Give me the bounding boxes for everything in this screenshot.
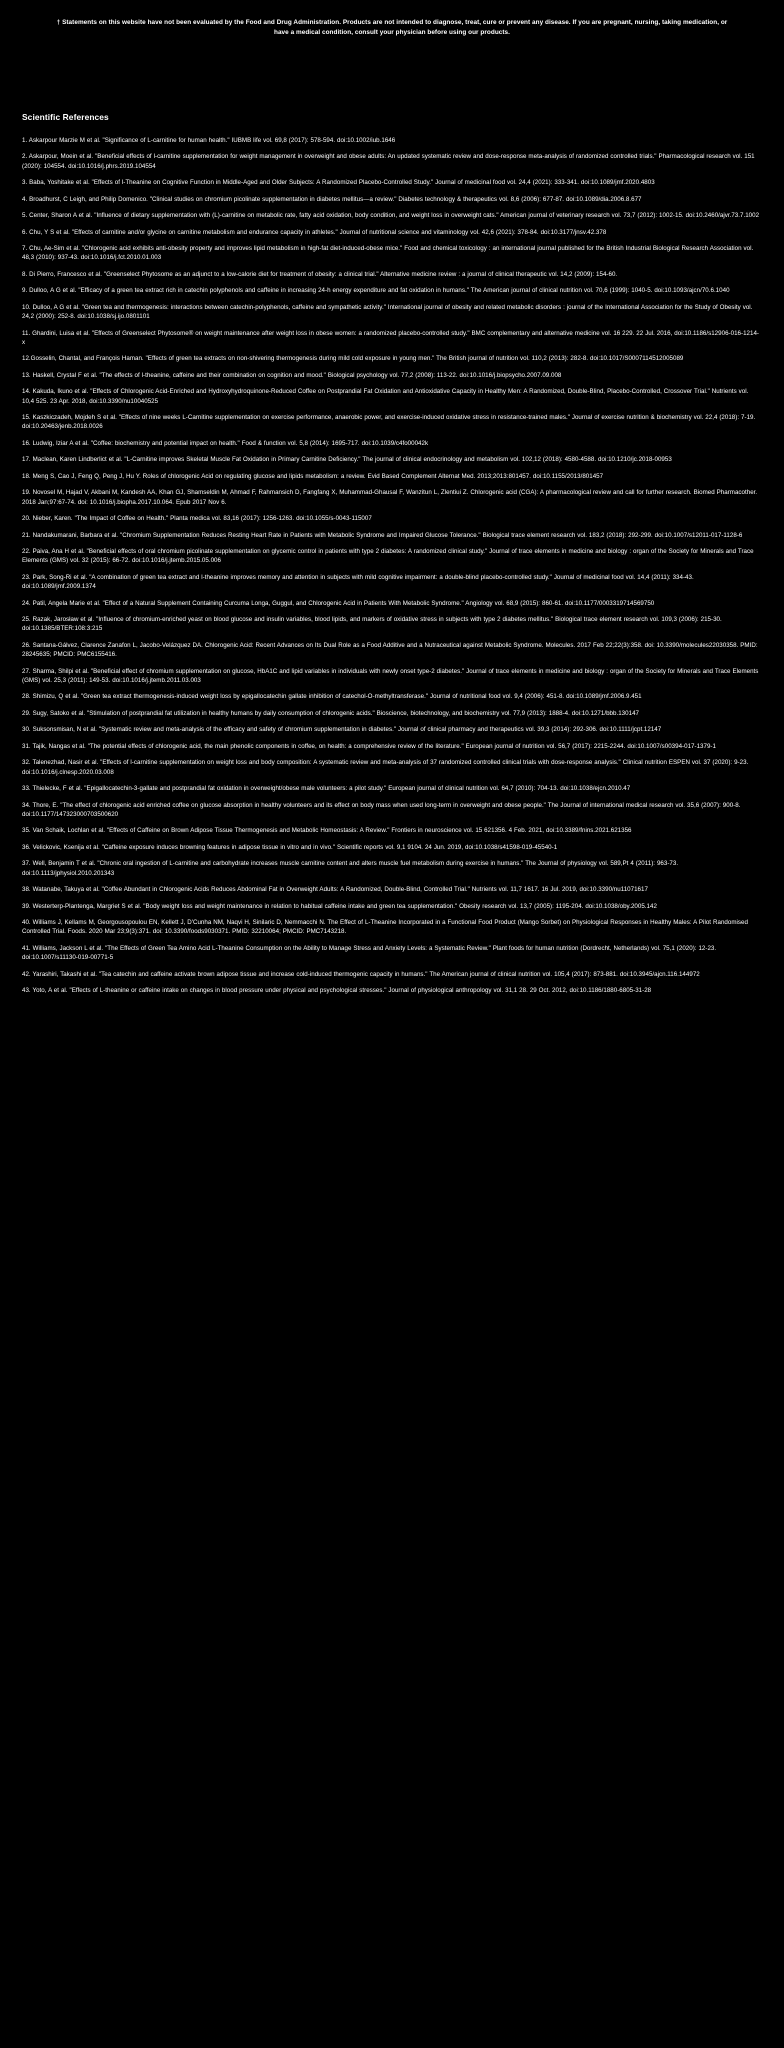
reference-item: 26. Santana-Gálvez, Clarence Zanafon L, Jacobo-Velázquez DA. Chlorogenic Acid: Recent Advances on Its Dual Role as a Food Additive and a Nutraceutical against Metabolic Syndrome. Molecules. 2017 Feb 22;22(3):358. doi: 10.3390/molecules22030358. PMID: 28245635; PMCID: PMC6155416. bbox=[22, 641, 758, 659]
reference-item: 3. Baba, Yoshitake et al. "Effects of l-Theanine on Cognitive Function in Middle-Aged and Older Subjects: A Randomized Placebo-Controlled Study." Journal of medicinal food vol. 24,4 (2021): 333-341. doi:10.1089/jmf.2020.4803 bbox=[22, 179, 655, 187]
spacer bbox=[22, 38, 762, 112]
reference-item: 15. Kaszkiczadeh, Mojdeh S et al. "Effects of nine weeks L-Carnitine supplementation on exercise performance, anaerobic power, and exercise-induced oxidative stress in resistance-trained males." Journal of exercise nutrition & biochemistry vol. 22,4 (2018): 7-19. doi:10.20463/jenb.2018.0026 bbox=[22, 414, 756, 431]
reference-item: 33. Thielecke, F et al. "Epigallocatechin-3-gallate and postprandial fat oxidation in overweight/obese male volunteers: a pilot study." European journal of clinical nutrition vol. 64,7 (2010): 704-13. doi:10.1038/ejcn.2010.47 bbox=[22, 785, 631, 793]
reference-item: 34. Thore, E. "The effect of chlorogenic acid enriched coffee on glucose absorption in healthy volunteers and its effect on body mass when used long-term in overweight and obese people." The Journal of international medical research vol. 35,6 (2007): 900-8. doi:10.1177/147323000703500620 bbox=[22, 801, 741, 818]
reference-item: 2. Askarpour, Moein et al. "Beneficial effects of l-carnitine supplementation for weight management in overweight and obese adults: An updated systematic review and dose-response meta-analysis of randomized controlled trials." Pharmacological research vol. 151 (2020): 104554. doi:10.1016/j.phrs.2019.104554 bbox=[22, 153, 755, 170]
reference-item: 23. Park, Song-Ri et al. "A combination of green tea extract and l-theanine improves memory and attention in subjects with mild cognitive impairment: a double-blind placebo-controlled study." Journal of medicinal food vol. 14,4 (2011): 334-43. doi:10.1089/jmf.2009.1374 bbox=[22, 573, 694, 591]
reference-item: 20. Nieber, Karen. "The Impact of Coffee on Health." Planta medica vol. 83,16 (2017): 1256-1263. doi:10.1055/s-0043-115007 bbox=[22, 515, 372, 523]
reference-item: 10. Dulloo, A G et al. "Green tea and thermogenesis: interactions between catechin-polyphenols, caffeine and sympathetic activity." International journal of obesity and related metabolic disorders : journal of the International Association for the Study of Obesity vol. 24,2 (2000): 252-8. doi:10.1038/sj.ijo.0801101 bbox=[22, 303, 753, 321]
reference-item: 19. Novosel M, Hajad V, Akbani M, Kandesh AA, Khan GJ, Shamseldin M, Ahmad F, Rahmansich D, Fangfang X, Muhammad-Ghausal F, Wanzitun L, Zlentiui Z. Chlorogenic acid (CGA): A pharmacological review and call for further research. Biomed Pharmacother. 2018 Jan;97:67-74. doi: 10.1016/j.biopha.2017.10.064. Epub 2017 Nov 6. bbox=[22, 489, 758, 506]
reference-item: 18. Meng S, Cao J, Feng Q, Peng J, Hu Y. Roles of chlorogenic Acid on regulating glucose and lipids metabolism: a review. Evid Based Complement Alternat Med. 2013;2013:801457. doi:10.1155/2013/801457 bbox=[22, 472, 604, 480]
reference-item: 14. Kakuda, Ikuno et al. "Effects of Chlorogenic Acid-Enriched and Hydroxyhydroquinone-Reduced Coffee on Postprandial Fat Oxidation and Antioxidative Capacity in Healthy Men: A Randomized, Double-Blind, Placebo-Controlled, Crossover Trial." Nutrients vol. 10,4 525. 23 Apr. 2018, doi:10.3390/nu10040525 bbox=[22, 388, 749, 405]
reference-item: 7. Chu, Ae-Sim et al. "Chlorogenic acid exhibits anti-obesity property and improves lipid metabolism in high-fat diet-induced-obese mice." Food and chemical toxicology : an international journal published for the British Industrial Biological Research Association vol. 48,3 (2010): 937-43. doi:10.1016/j.fct.2010.01.003 bbox=[22, 245, 754, 262]
reference-item: 22. Paiva, Ana H et al. "Beneficial effects of oral chromium picolinate supplementation on glycemic control in patients with type 2 diabetes: A randomized clinical study." Journal of trace elements in medicine and biology : organ of the Society for Minerals and Trace Elements (GMS) vol. 32 (2015): 66-72. doi:10.1016/j.jtemb.2015.05.006 bbox=[22, 548, 754, 565]
reference-item: 32. Talenezhad, Nasir et al. "Effects of l-carnitine supplementation on weight loss and body composition: A systematic review and meta-analysis of 37 randomized controlled clinical trials with dose-response analysis." Clinical nutrition ESPEN vol. 37 (2020): 9-23. doi:10.1016/j.clnesp.2020.03.008 bbox=[22, 759, 749, 776]
reference-item: 6. Chu, Y S et al. "Effects of carnitine and/or glycine on carnitine metabolism and endurance capacity in athletes." Journal of nutritional science and vitaminology vol. 42,6 (2021): 378-84. doi:10.3177/jnsv.42.378 bbox=[22, 228, 607, 236]
reference-item: 11. Ghardini, Luisa et al. "Effects of Greenselect Phytosome® on weight maintenance after weight loss in obese women: a randomized placebo-controlled study." BMC complementary and alternative medicine vol. 16 229. 22 Jul. 2016, doi:10.1186/s12906-016-1214-x bbox=[22, 329, 759, 346]
reference-item: 8. Di Pierro, Francesco et al. "Greenselect Phytosome as an adjunct to a low-calorie diet for treatment of obesity: a clinical trial." Alternative medicine review : a journal of clinical therapeutic vol. 14,2 (2009): 154-60. bbox=[22, 270, 618, 278]
reference-item: 42. Yarashiri, Takashi et al. "Tea catechin and caffeine activate brown adipose tissue and increase cold-induced thermogenic capacity in humans." The American journal of clinical nutrition vol. 105,4 (2017): 873-881. doi:10.3945/ajcn.116.144972 bbox=[22, 970, 700, 978]
reference-item: 17. Maclean, Karen Lindberlict et al. "L-Carnitine improves Skeletal Muscle Fat Oxidation in Primary Carnitine Deficiency." The journal of clinical endocrinology and metabolism vol. 102,12 (2018): 4580-4588. doi:10.1210/jc.2018-00953 bbox=[22, 456, 672, 464]
reference-list bbox=[22, 136, 762, 996]
reference-item: 5. Center, Sharon A et al. "Influence of dietary supplementation with (L)-carnitine on metabolic rate, fatty acid oxidation, body condition, and weight loss in overweight cats." American journal of veterinary research vol. 73,7 (2012): 1002-15. doi:10.2460/ajvr.73.7.1002 bbox=[22, 212, 760, 220]
reference-item: 24. Patil, Angela Marie et al. "Effect of a Natural Supplement Containing Curcuma Longa, Guggul, and Chlorogenic Acid in Patients With Metabolic Syndrome." Angiology vol. 68,9 (2015): 860-61. doi:10.1177/0003319714569750 bbox=[22, 599, 655, 607]
reference-item: 38. Watanabe, Takuya et al. "Coffee Abundant in Chlorogenic Acids Reduces Abdominal Fat in Overweight Adults: A Randomized, Double-Blind, Controlled Trial." Nutrients vol. 11,7 1617. 16 Jul. 2019, doi:10.3390/nu11071617 bbox=[22, 886, 648, 894]
reference-item: 25. Razak, Jarosław et al. "Influence of chromium-enriched yeast on blood glucose and insulin variables, blood lipids, and markers of oxidative stress in subjects with type 2 diabetes mellitus." Biological trace element research vol. 109,3 (2006): 215-30. doi:10.1385/BTER:108:3:215 bbox=[22, 616, 722, 633]
reference-item: 39. Westerterp-Plantenga, Margriet S et al. "Body weight loss and weight maintenance in relation to habitual caffeine intake and green tea supplementation." Obesity research vol. 13,7 (2005): 1195-204. doi:10.1038/oby.2005.142 bbox=[22, 902, 657, 910]
reference-item: 4. Broadhurst, C Leigh, and Philip Domenico. "Clinical studies on chromium picolinate supplementation in diabetes mellitus—a review." Diabetes technology & therapeutics vol. 8,6 (2006): 677-87. doi:10.1089/dia.2006.8.677 bbox=[22, 195, 642, 203]
reference-item: 21. Nandakumarani, Barbara et al. "Chromium Supplementation Reduces Resting Heart Rate in Patients with Metabolic Syndrome and Impaired Glucose Tolerance." Biological trace element research vol. 183,2 (2018): 292-299. doi:10.1007/s12011-017-1128-6 bbox=[22, 531, 743, 539]
reference-item: 1. Askarpour Marzie M et al. "Significance of L-carnitine for human health." IUBMB life vol. 69,8 (2017): 578-594. doi:10.1002/iub.1646 bbox=[22, 136, 396, 144]
fda-disclaimer: † Statements on this website have not been evaluated by the Food and Drug Administration. Products are not intended to diagnose, treat, cure or prevent any disease. If you are pregnant, nursing, taking medication, or have a medical condition, consult your physician before using our products. bbox=[56, 19, 728, 36]
reference-item: 36. Velickovic, Ksenija et al. "Caffeine exposure induces browning features in adipose tissue in vitro and in vivo." Scientific reports vol. 9,1 9104. 24 Jun. 2019, doi:10.1038/s41598-019-45540-1 bbox=[22, 843, 558, 851]
reference-item: 35. Van Schaik, Lochlan et al. "Effects of Caffeine on Brown Adipose Tissue Thermogenesis and Metabolic Homeostasis: A Review." Frontiers in neuroscience vol. 15 621356. 4 Feb. 2021, doi:10.3389/fnins.2021.621356 bbox=[22, 827, 632, 835]
reference-item: 43. Yoto, A et al. "Effects of L-theanine or caffeine intake on changes in blood pressure under physical and psychological stresses." Journal of physiological anthropology vol. 31,1 28. 29 Oct. 2012, doi:10.1186/1880-6805-31-28 bbox=[22, 987, 652, 995]
reference-item: 31. Tajik, Nangas et al. "The potential effects of chlorogenic acid, the main phenolic components in coffee, on health: a comprehensive review of the literature." European journal of nutrition vol. 56,7 (2017): 2215-2244. doi:10.1007/s00394-017-1379-1 bbox=[22, 742, 716, 750]
reference-item: 29. Sugy, Satoko et al. "Stimulation of postprandial fat utilization in healthy humans by daily consumption of chlorogenic acids." Bioscience, biotechnology, and biochemistry vol. 77,9 (2013): 1888-4. doi:10.1271/bbb.130147 bbox=[22, 709, 639, 717]
reference-item: 27. Sharma, Shilpi et al. "Beneficial effect of chromium supplementation on glucose, HbA1C and lipid variables in individuals with newly onset type-2 diabetes." Journal of trace elements in medicine and biology : organ of the Society for Minerals and Trace Elements (GMS) vol. 25,3 (2011): 149-53. doi:10.1016/j.jtemb.2011.03.003 bbox=[22, 667, 759, 684]
reference-item: 30. Suksonsmisan, N et al. "Systematic review and meta-analysis of the efficacy and safety of chromium supplementation in diabetes." Journal of clinical pharmacy and therapeutics vol. 39,3 (2014): 292-306. doi:10.1111/jcpt.12147 bbox=[22, 726, 662, 734]
reference-item: 13. Haskell, Crystal F et al. "The effects of l-theanine, caffeine and their combination on cognition and mood." Biological psychology vol. 77,2 (2008): 113-22. doi:10.1016/j.biopsycho.2007.09.008 bbox=[22, 371, 562, 379]
reference-item: 28. Shimizu, Q et al. "Green tea extract thermogenesis-induced weight loss by epigallocatechin gallate inhibition of catechol-O-methyltransferase." Journal of nutritional food vol. 9,4 (2006): 451-8. doi:10.1089/jmf.2006.9.451 bbox=[22, 693, 642, 701]
reference-item: 41. Williams, Jackson L et al. "The Effects of Green Tea Amino Acid L-Theanine Consumption on the Ability to Manage Stress and Anxiety Levels: a Systematic Review." Plant foods for human nutrition (Dordrecht, Netherlands) vol. 75,1 (2020): 12-23. doi:10.1007/s11130-019-00771-5 bbox=[22, 944, 717, 962]
reference-item: 9. Dulloo, A G et al. "Efficacy of a green tea extract rich in catechin polyphenols and caffeine in increasing 24-h energy expenditure and fat oxidation in humans." The American journal of clinical nutrition vol. 70,6 (1999): 1040-5. doi:10.1093/ajcn/70.6.1040 bbox=[22, 287, 730, 295]
page-title: Scientific References bbox=[22, 111, 109, 122]
reference-item: 16. Ludwig, Iziar A et al. "Coffee: biochemistry and potential impact on health." Food & function vol. 5,8 (2014): 1695-717. doi:10.1039/c4fo00042k bbox=[22, 439, 429, 447]
reference-item: 37. Well, Benjamin T et al. "Chronic oral ingestion of L-carnitine and carbohydrate increases muscle carnitine content and alters muscle fuel metabolism during exercise in humans." The Journal of physiology vol. 589,Pt 4 (2011): 963-73. doi:10.1113/jphysiol.2010.201343 bbox=[22, 860, 679, 877]
reference-item: 12.Gosselin, Chantal, and François Haman. "Effects of green tea extracts on non-shivering thermogenesis during mild cold exposure in young men." The British journal of nutrition vol. 110,2 (2013): 282-8. doi:10.1017/S0007114512005089 bbox=[22, 355, 684, 363]
reference-item: 40. Williams J, Kellams M, Georgousopoulou EN, Kellett J, D'Cunha NM, Naqvi H, Sinilaric D, Nemmacchi N. The Effect of L-Theanine Incorporated in a Functional Food Product (Mango Sorbet) on Physiological Responses in Healthy Males: A Pilot Randomised Controlled Trial. Foods. 2020 Mar 23;9(3):371. doi: 10.3390/foods9030371. PMID: 32210064; PMCID: PMC7143218. bbox=[22, 919, 748, 936]
